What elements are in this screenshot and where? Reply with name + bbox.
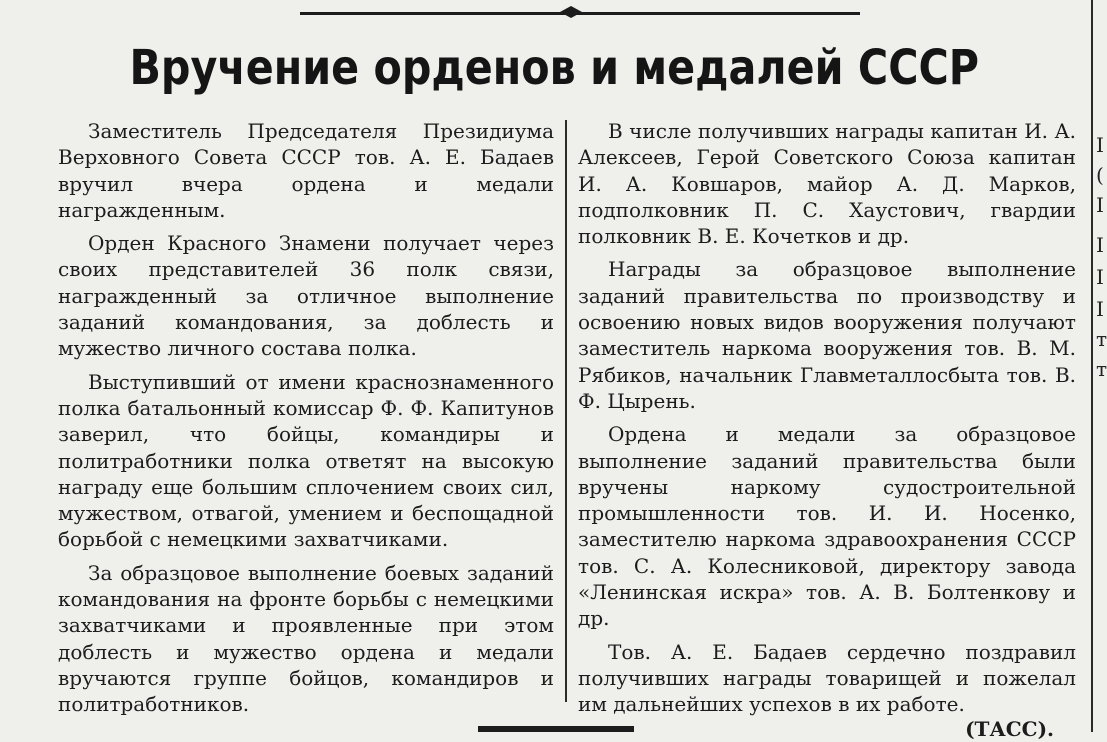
bottom-rule — [478, 726, 634, 732]
edge-fragment: I — [1096, 233, 1104, 257]
paragraph: В числе получивших награды капитан И. А. Алексеев, Герой Советского Союза капитан И. А. Ковшаров, майор А. Д. Марков, подполковник П. С. Хаустович, гвардии полковник В. Е. Кочетков и др. — [578, 119, 1076, 249]
column-divider — [565, 120, 567, 702]
edge-fragment: I — [1096, 265, 1104, 289]
right-column — [578, 118, 1076, 742]
paragraph: Ордена и медали за образцовое выполнение заданий правительства были вручены наркому судостроительной промышленности тов. И. И. Носенко, заместителю наркома здравоохранения СССР тов. С. А. Колесниковой, директору завода «Ленинская искра» тов. А. В. Болтенкову и др. — [578, 422, 1076, 631]
edge-fragment: ( — [1096, 163, 1104, 187]
edge-fragment: I — [1096, 133, 1104, 157]
paragraph: Орден Красного Знамени получает через своих представителей 36 полк связи, награжденный за отличное выполнение заданий командования, за доблесть и мужество личного состава полка. — [58, 231, 554, 361]
edge-fragment: I — [1096, 297, 1104, 321]
paragraph: Награды за образцовое выполнение заданий правительства по производству и освоению новых видов вооружения получают заместитель наркома вооружения тов. В. М. Рябиков, начальник Главметаллосбыта тов. В. Ф. Цырень. — [578, 257, 1076, 413]
left-column — [58, 118, 554, 718]
paragraph: Выступивший от имени краснознаменного полка батальонный комиссар Ф. Ф. Капитунов заверил, что бойцы, командиры и политработники полка ответят на высокую награду еще большим сплочением своих сил, мужеством, отвагой, умением и беспощадной борьбой с немецкими захватчиками. — [58, 369, 554, 552]
paragraph: Тов. А. Е. Бадаев сердечно поздравил получивших награды товарищей и пожелал им дальнейших успехов в их работе. — [578, 639, 1076, 717]
headline: Вручение орденов и медалей СССР — [129, 40, 980, 96]
edge-fragment: т — [1096, 327, 1107, 351]
edge-fragment: т — [1096, 357, 1107, 381]
right-column-border — [1091, 0, 1093, 732]
edge-fragment: I — [1096, 193, 1104, 217]
paragraph: Заместитель Председателя Президиума Верховного Совета СССР тов. А. Е. Бадаев вручил вчера ордена и медали награжденным. — [58, 119, 554, 222]
top-rule-ornament — [560, 6, 582, 18]
paragraph: За образцовое выполнение боевых заданий командования на фронте борьбы с немецкими захватчиками и проявленные при этом доблесть и мужество ордена и медали вручаются группе бойцов, командиров и политработников. — [58, 560, 554, 717]
signature: (ТАСС). — [965, 716, 1054, 741]
